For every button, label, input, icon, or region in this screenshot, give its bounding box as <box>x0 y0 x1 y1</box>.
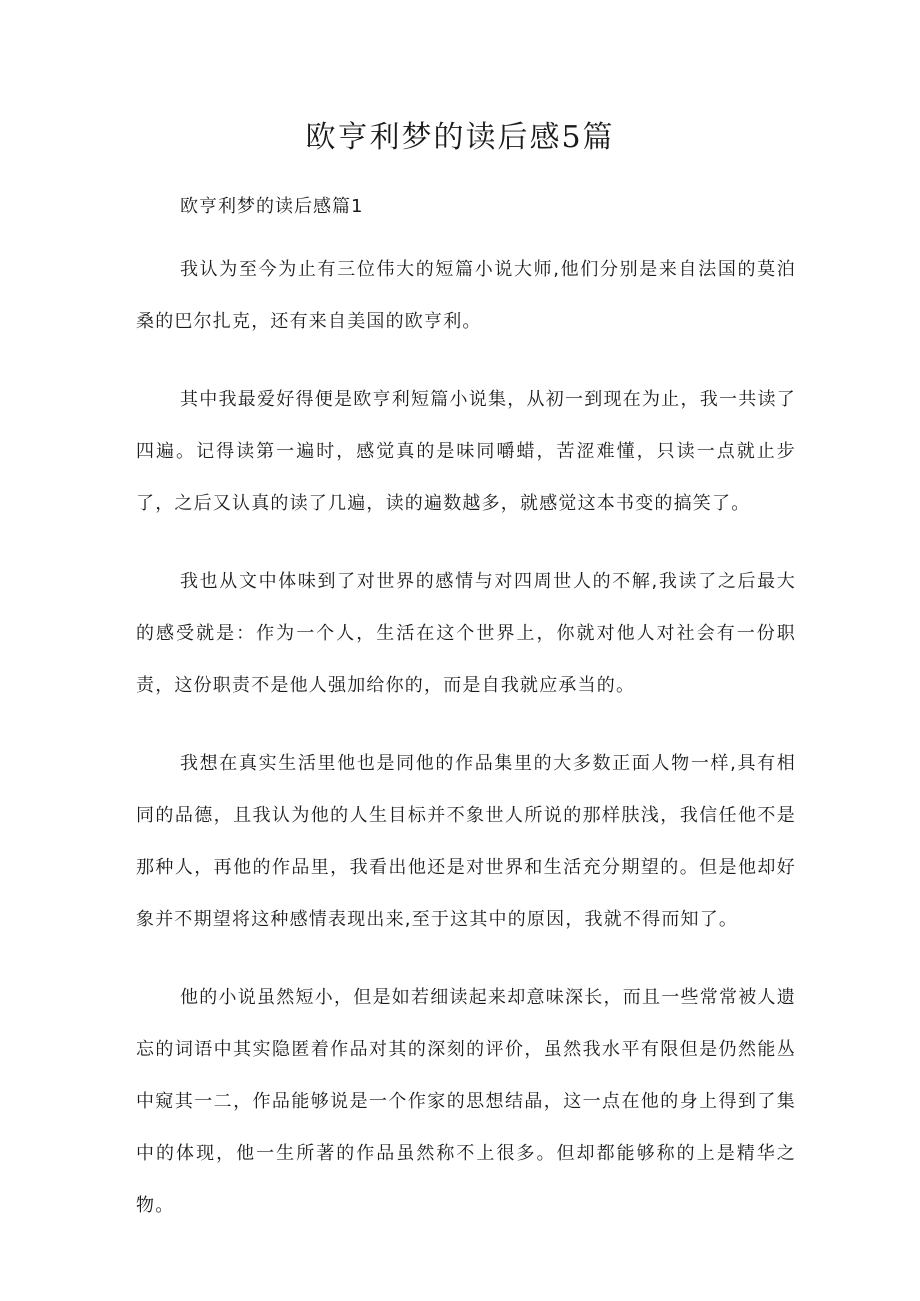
document-title: 欧亨利梦的读后感5篇 <box>305 120 615 155</box>
section-heading: 欧亨利梦的读后感篇1 <box>180 196 364 217</box>
paragraph-1: 我认为至今为止有三位伟大的短篇小说大师,他们分别是来自法国的莫泊桑的巴尔扎克，还有来自美国的欧亨利。 <box>136 259 796 332</box>
paragraph-3: 我也从文中体味到了对世界的感情与对四周世人的不解,我读了之后最大的感受就是：作为一个人，生活在这个世界上，你就对他人对社会有一份职责，这份职责不是他人强加给你的，而是自我就应承当的。 <box>136 571 796 696</box>
paragraph-2: 其中我最爱好得便是欧亨利短篇小说集，从初一到现在为止，我一共读了四遍。记得读第一遍时，感觉真的是味同嚼蜡，苦涩难懂，只读一点就止步了，之后又认真的读了几遍，读的遍数越多，就感觉这本书变的搞笑了。 <box>136 389 796 514</box>
paragraph-4: 我想在真实生活里他也是同他的作品集里的大多数正面人物一样,具有相同的品德，且我认为他的人生目标并不象世人所说的那样肤浅，我信任他不是那种人，再他的作品里，我看出他还是对世界和生活充分期望的。但是他却好象并不期望将这种感情表现出来,至于这其中的原因，我就不得而知了。 <box>136 753 796 930</box>
document-body <box>136 244 796 1258</box>
paragraph-5: 他的小说虽然短小，但是如若细读起来却意味深长，而且一些常常被人遗忘的词语中其实隐匿着作品对其的深刻的评价，虽然我水平有限但是仍然能丛中窥其一二，作品能够说是一个作家的思想结晶，这一点在他的身上得到了集中的体现，他一生所著的作品虽然称不上很多。但却都能够称的上是精华之物。 <box>136 987 796 1216</box>
